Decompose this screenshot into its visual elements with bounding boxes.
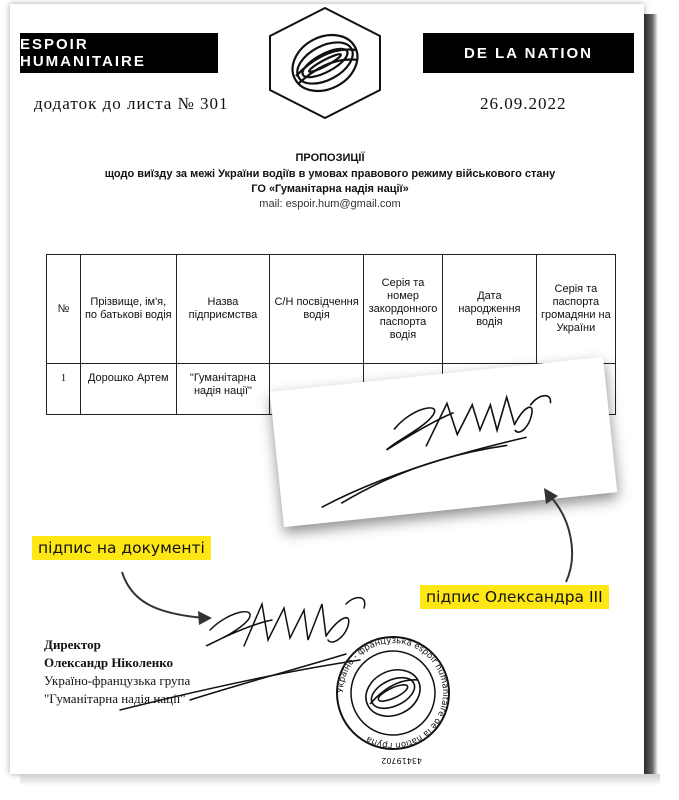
col-license: С/Н посвідчення водія — [270, 255, 364, 364]
col-passport: Серія та паспорта громадяни на України — [536, 255, 615, 364]
stamp-code: 43419702 — [381, 756, 422, 765]
stamp-ring-text: Україно - французька espoir humanitaire de la nation група — [335, 635, 451, 751]
cell-full-name: Дорошко Артем — [80, 364, 176, 415]
stamp-globe-icon — [358, 661, 427, 725]
organization-name: ГО «Гуманітарна надія нації» — [251, 183, 409, 195]
header-band-right: DE LA NATION — [423, 33, 634, 73]
addendum-label: додаток до листа № 301 — [34, 94, 229, 113]
col-foreign-passport: Серія та номер закордонного паспорта водія — [363, 255, 442, 364]
cell-company: "Гуманітарна надія нації" — [176, 364, 270, 415]
signatory-name: Олександр Ніколенко — [44, 655, 174, 670]
round-stamp — [334, 618, 452, 768]
contact-email: mail: espoir.hum@gmail.com — [259, 198, 401, 210]
col-full-name: Прізвище, ім'я, по батькові водія — [80, 255, 176, 364]
proposal-title: ПРОПОЗИЦІЇ — [295, 152, 365, 164]
cell-number: 1 — [47, 364, 81, 415]
col-company: Назва підприємства — [176, 255, 270, 364]
doc-signature-label: підпис на документі — [32, 536, 211, 560]
signatory-org-line1: Україно-французька група — [44, 673, 191, 688]
col-number: № — [47, 255, 81, 364]
signatory-org-line2: "Гуманітарна надія нації" — [44, 691, 186, 706]
header-band-left: ESPOIR HUMANITAIRE — [20, 33, 218, 73]
signatory-title: Директор — [44, 637, 101, 652]
alex-signature-label: підпис Олександра ІІІ — [420, 585, 609, 609]
proposal-subtitle: щодо виїзду за межі України водіїв в умовах правового режиму військового стану — [104, 168, 556, 180]
col-birth-date: Дата народження водія — [443, 255, 537, 364]
letter-date: 26.09.2022 — [480, 94, 567, 113]
